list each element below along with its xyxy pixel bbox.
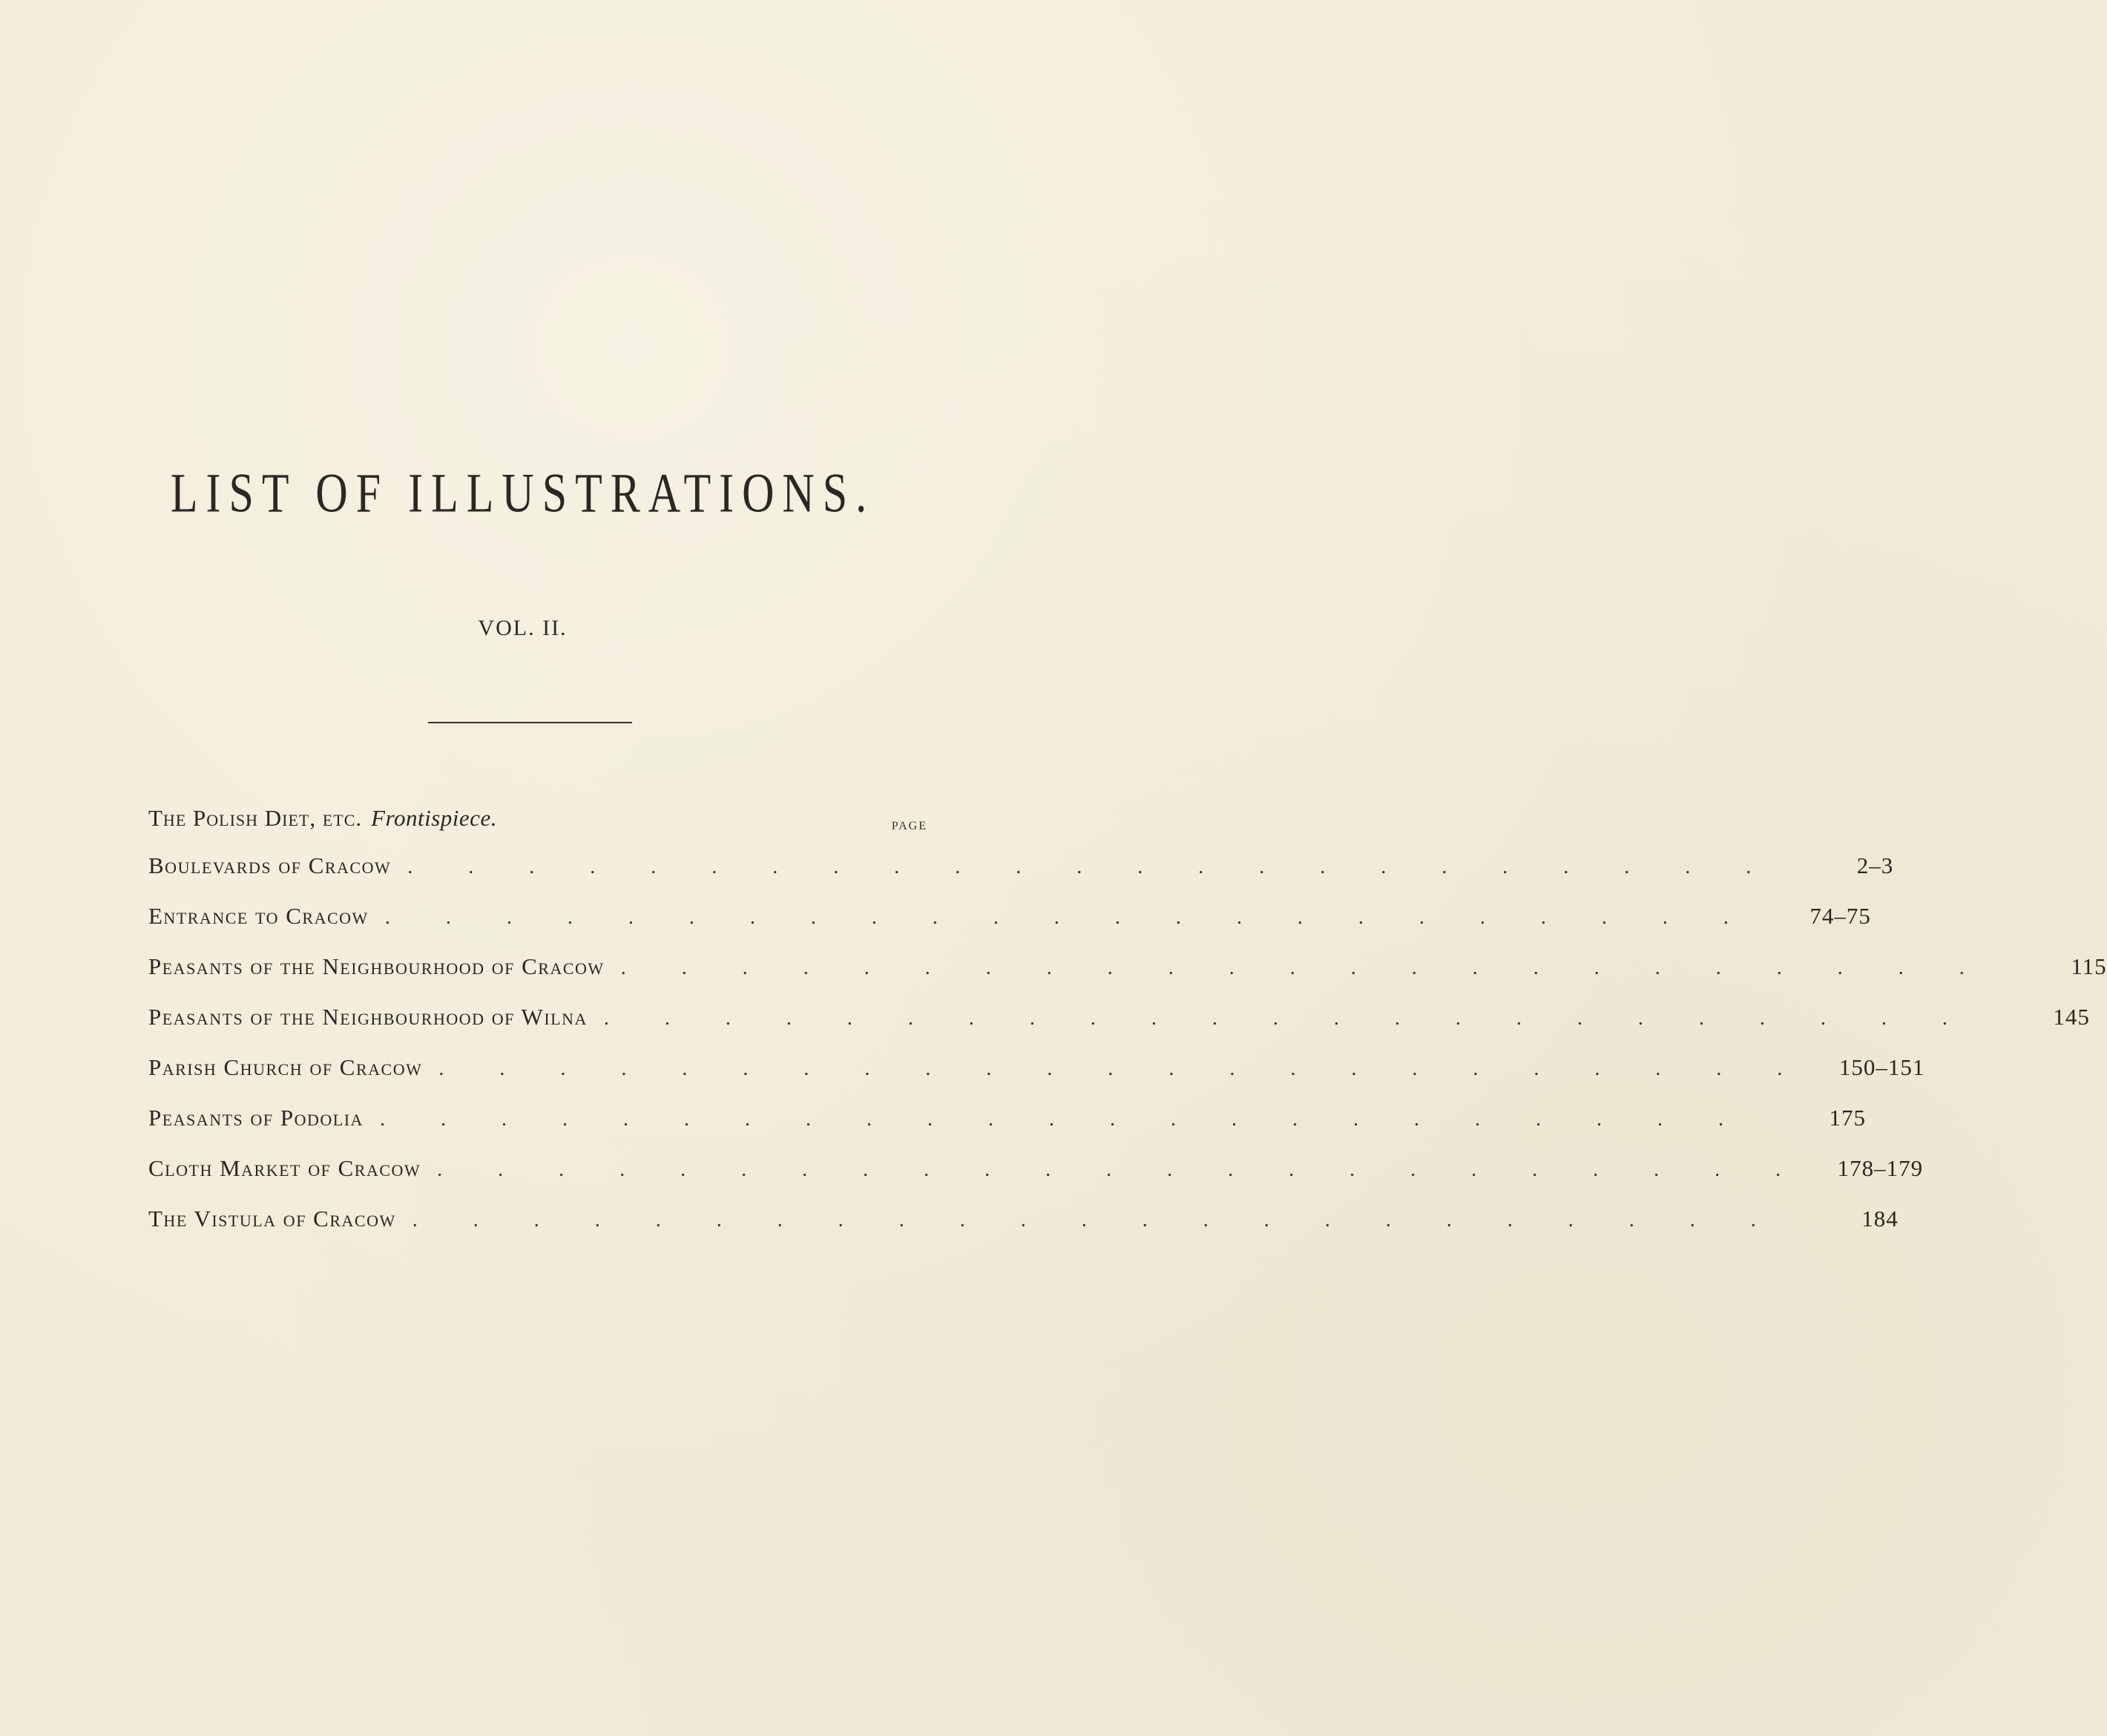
list-item — [148, 953, 2107, 1004]
entry-page: 115 — [2071, 953, 2107, 979]
entry-title: Peasants of Podolia — [148, 1105, 364, 1131]
entry-title: Entrance to Cracow — [148, 903, 369, 929]
entry-title: Boulevards of Cracow — [148, 852, 392, 878]
entry-page: 175 — [1829, 1105, 1866, 1131]
frontispiece-title: The Polish Diet, etc. — [148, 805, 363, 831]
entry-title: Peasants of the Neighbourhood of Wilna — [148, 1004, 588, 1030]
dot-leader: . . . . . . . . . . . . . . . . . . . . . . . — [620, 956, 1990, 979]
dot-leader: . . . . . . . . . . . . . . . . . . . . . . . — [407, 855, 1777, 878]
volume-label: VOL. II. — [478, 616, 568, 640]
illustrations-list — [148, 805, 2107, 1256]
entry-page: 178–179 — [1837, 1155, 1924, 1181]
frontispiece-row — [148, 805, 927, 852]
dot-leader: . . . . . . . . . . . . . . . . . . . . . . . — [438, 1057, 1808, 1080]
entry-title: The Vistula of Cracow — [148, 1206, 396, 1232]
list-item — [148, 1155, 1924, 1206]
list-item — [148, 1206, 1899, 1256]
entry-page: 2–3 — [1856, 852, 1894, 878]
frontispiece-entry — [148, 805, 497, 832]
list-item — [148, 903, 1871, 953]
list-item — [148, 1054, 1925, 1105]
dot-leader: . . . . . . . . . . . . . . . . . . . . . . . — [384, 906, 1754, 929]
dot-leader: . . . . . . . . . . . . . . . . . . . . . . . — [379, 1108, 1749, 1131]
list-item — [148, 1004, 2090, 1054]
page-column-label: PAGE — [891, 820, 927, 832]
entry-page: 145 — [2053, 1004, 2090, 1030]
dot-leader: . . . . . . . . . . . . . . . . . . . . . . . — [412, 1209, 1781, 1232]
dot-leader: . . . . . . . . . . . . . . . . . . . . . . . — [603, 1007, 1973, 1030]
entry-title: Peasants of the Neighbourhood of Cracow — [148, 953, 605, 979]
entry-page: 74–75 — [1809, 903, 1871, 929]
entry-title: Parish Church of Cracow — [148, 1054, 423, 1080]
entry-page: 184 — [1861, 1206, 1899, 1232]
divider-rule — [428, 722, 632, 723]
entry-page: 150–151 — [1838, 1054, 1925, 1080]
entry-title: Cloth Market of Cracow — [148, 1155, 421, 1181]
list-item — [148, 1105, 1866, 1155]
page-title: LIST OF ILLUSTRATIONS. — [170, 462, 875, 524]
frontispiece-note: Frontispiece. — [371, 805, 497, 831]
dot-leader: . . . . . . . . . . . . . . . . . . . . . . . — [437, 1158, 1807, 1181]
list-item — [148, 852, 1894, 903]
